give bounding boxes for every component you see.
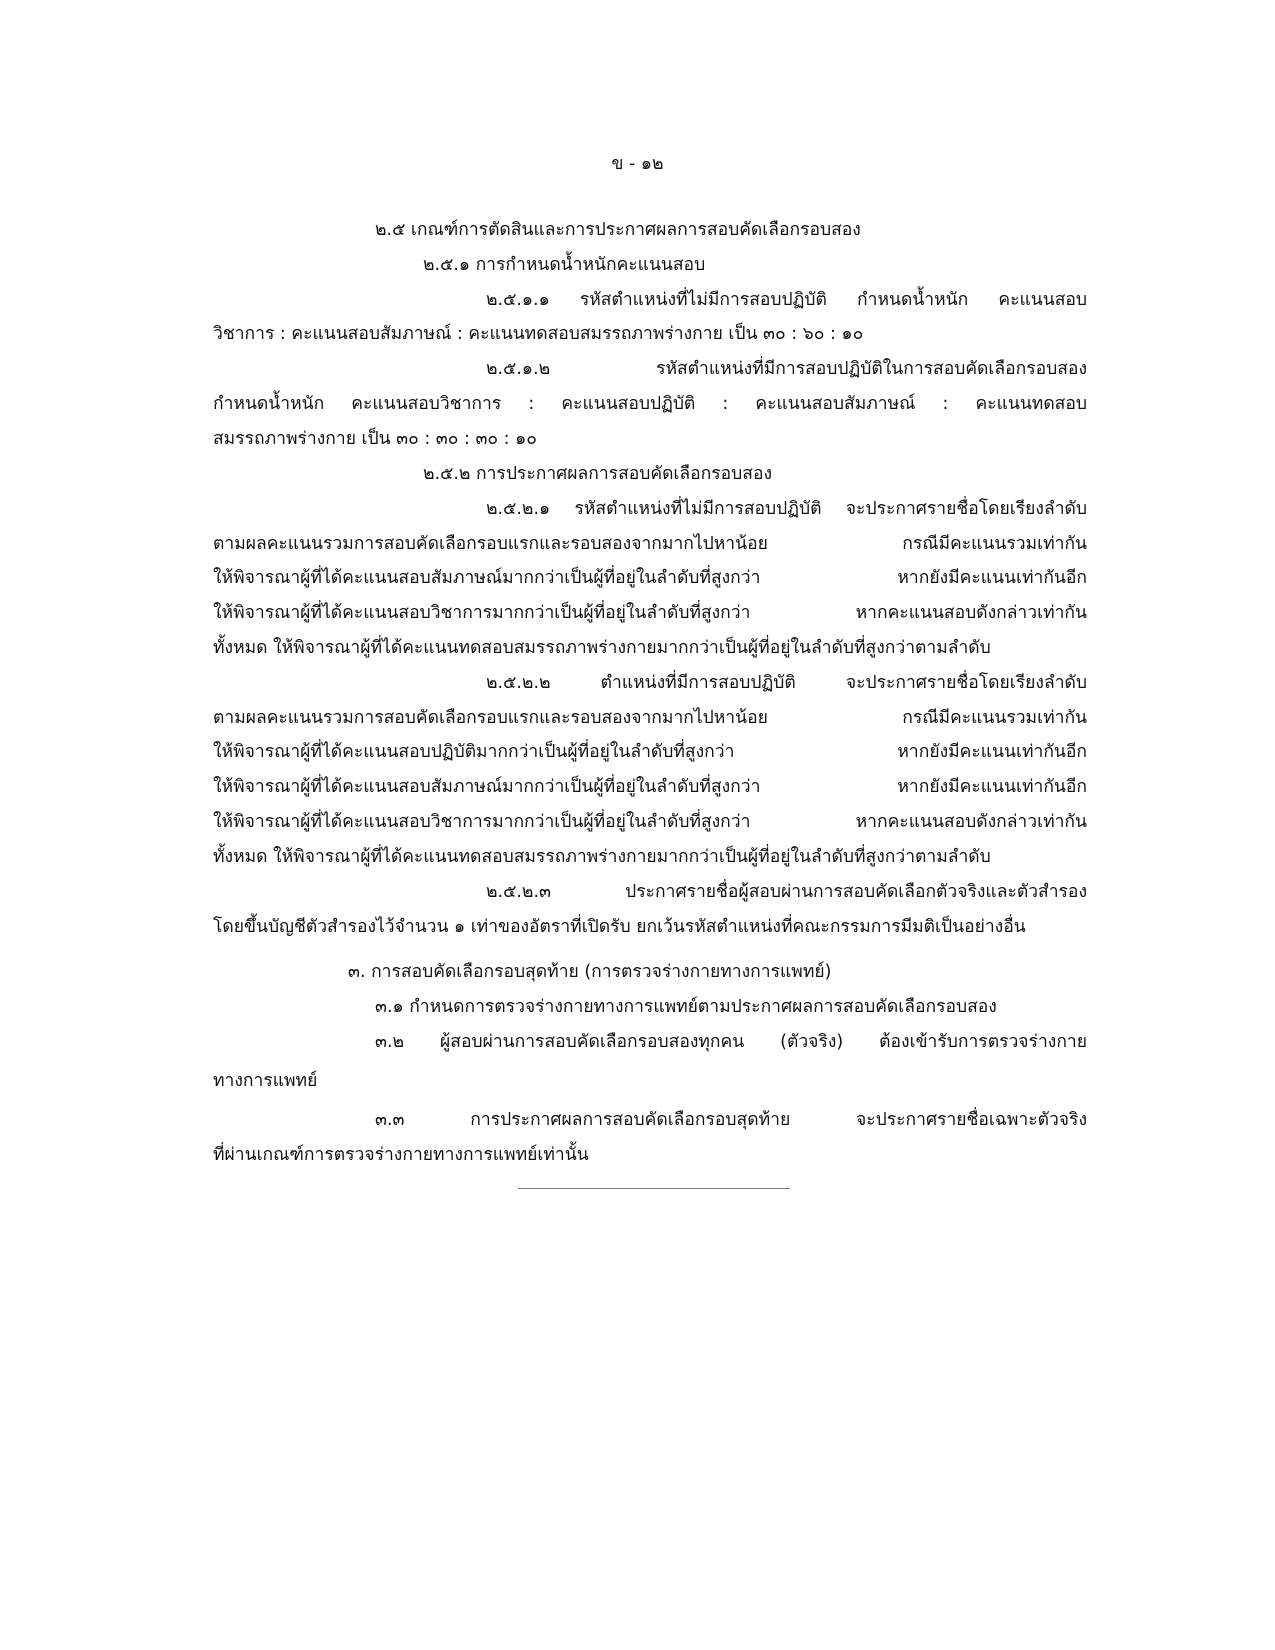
paragraph-2-5-2-2-line: ตามผลคะแนนรวมการสอบคัดเลือกรอบแรกและรอบสองจากมากไปหาน้อย กรณีมีคะแนนรวมเท่ากัน <box>213 708 1087 728</box>
paragraph-2-5-2-1-line: ให้พิจารณาผู้ที่ได้คะแนนสอบสัมภาษณ์มากกว่าเป็นผู้ที่อยู่ในลำดับที่สูงกว่า หากยังมีคะแนนเท่ากันอีก <box>213 568 1087 588</box>
paragraph-2-5-1-1-line: ๒.๕.๑.๑ รหัสตำแหน่งที่ไม่มีการสอบปฏิบัติ กำหนดน้ำหนัก คะแนนสอบ <box>486 290 1087 310</box>
heading-2-5: ๒.๕ เกณฑ์การตัดสินและการประกาศผลการสอบคัดเลือกรอบสอง <box>375 220 861 240</box>
paragraph-3-3-line: ที่ผ่านเกณฑ์การตรวจร่างกายทางการแพทย์เท่านั้น <box>213 1145 589 1165</box>
heading-2-5-1: ๒.๕.๑ การกำหนดน้ำหนักคะแนนสอบ <box>423 255 706 275</box>
paragraph-2-5-2-1-line: ตามผลคะแนนรวมการสอบคัดเลือกรอบแรกและรอบสองจากมากไปหาน้อย กรณีมีคะแนนรวมเท่ากัน <box>213 534 1087 554</box>
paragraph-2-5-2-1-line: ทั้งหมด ให้พิจารณาผู้ที่ได้คะแนนทดสอบสมรรถภาพร่างกายมากกว่าเป็นผู้ที่อยู่ในลำดับที่สูงกว่าตามลำดับ <box>213 638 991 658</box>
paragraph-2-5-2-3-line: โดยขึ้นบัญชีตัวสำรองไว้จำนวน ๑ เท่าของอัตราที่เปิดรับ ยกเว้นรหัสตำแหน่งที่คณะกรรมการมีมติเป็นอย่างอื่น <box>213 917 1026 937</box>
paragraph-3-3-line: ๓.๓ การประกาศผลการสอบคัดเลือกรอบสุดท้าย จะประกาศรายชื่อเฉพาะตัวจริง <box>375 1110 1087 1130</box>
paragraph-2-5-1-1-line: วิชาการ : คะแนนสอบสัมภาษณ์ : คะแนนทดสอบสมรรถภาพร่างกาย เป็น ๓๐ : ๖๐ : ๑๐ <box>213 324 864 344</box>
paragraph-2-5-2-1-line: ๒.๕.๒.๑ รหัสตำแหน่งที่ไม่มีการสอบปฏิบัติ จะประกาศรายชื่อโดยเรียงลำดับ <box>486 499 1087 519</box>
paragraph-3-2-line: ทางการแพทย์ <box>213 1071 318 1091</box>
paragraph-2-5-2-2-line: ให้พิจารณาผู้ที่ได้คะแนนสอบปฏิบัติมากกว่าเป็นผู้ที่อยู่ในลำดับที่สูงกว่า หากยังมีคะแนนเท่ากันอีก <box>213 742 1087 762</box>
end-divider <box>518 1188 790 1189</box>
paragraph-2-5-2-1-line: ให้พิจารณาผู้ที่ได้คะแนนสอบวิชาการมากกว่าเป็นผู้ที่อยู่ในลำดับที่สูงกว่า หากคะแนนสอบดังกล่าวเท่ากัน <box>213 603 1087 623</box>
paragraph-2-5-1-2-line: ๒.๕.๑.๒ รหัสตำแหน่งที่มีการสอบปฏิบัติในการสอบคัดเลือกรอบสอง <box>486 359 1087 379</box>
paragraph-2-5-1-2-line: กำหนดน้ำหนัก คะแนนสอบวิชาการ : คะแนนสอบปฏิบัติ : คะแนนสอบสัมภาษณ์ : คะแนนทดสอบ <box>213 394 1087 414</box>
paragraph-2-5-2-3-line: ๒.๕.๒.๓ ประกาศรายชื่อผู้สอบผ่านการสอบคัดเลือกตัวจริงและตัวสำรอง <box>486 882 1087 902</box>
heading-2-5-2: ๒.๕.๒ การประกาศผลการสอบคัดเลือกรอบสอง <box>423 464 773 484</box>
paragraph-2-5-2-2-line: ๒.๕.๒.๒ ตำแหน่งที่มีการสอบปฏิบัติ จะประกาศรายชื่อโดยเรียงลำดับ <box>486 673 1087 693</box>
page-number: ข - ๑๒ <box>611 154 664 174</box>
paragraph-3-2-line: ๓.๒ ผู้สอบผ่านการสอบคัดเลือกรอบสองทุกคน (ตัวจริง) ต้องเข้ารับการตรวจร่างกาย <box>375 1032 1087 1052</box>
paragraph-2-5-1-2-line: สมรรถภาพร่างกาย เป็น ๓๐ : ๓๐ : ๓๐ : ๑๐ <box>213 429 537 449</box>
heading-3: ๓. การสอบคัดเลือกรอบสุดท้าย (การตรวจร่างกายทางการแพทย์) <box>348 962 832 982</box>
paragraph-2-5-2-2-line: ให้พิจารณาผู้ที่ได้คะแนนสอบวิชาการมากกว่าเป็นผู้ที่อยู่ในลำดับที่สูงกว่า หากคะแนนสอบดังกล่าวเท่ากัน <box>213 812 1087 832</box>
paragraph-2-5-2-2-line: ทั้งหมด ให้พิจารณาผู้ที่ได้คะแนนทดสอบสมรรถภาพร่างกายมากกว่าเป็นผู้ที่อยู่ในลำดับที่สูงกว่าตามลำดับ <box>213 847 991 867</box>
paragraph-3-1: ๓.๑ กำหนดการตรวจร่างกายทางการแพทย์ตามประกาศผลการสอบคัดเลือกรอบสอง <box>375 997 997 1017</box>
paragraph-2-5-2-2-line: ให้พิจารณาผู้ที่ได้คะแนนสอบสัมภาษณ์มากกว่าเป็นผู้ที่อยู่ในลำดับที่สูงกว่า หากยังมีคะแนนเท่ากันอีก <box>213 777 1087 797</box>
